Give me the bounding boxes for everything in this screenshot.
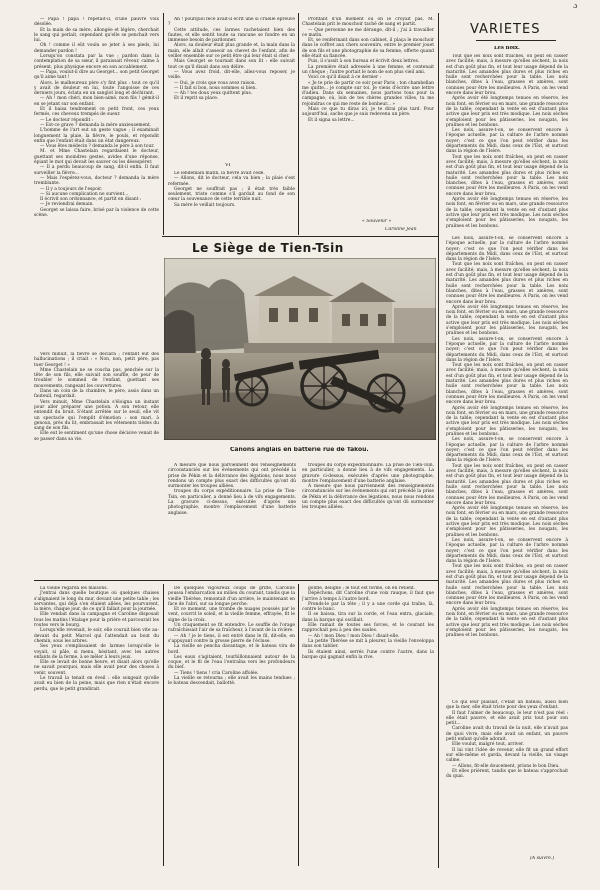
- paragraph: Les eaux s'agitaient, tourbillonnaient autour de la coque, et le fil de l'eau l'entraîna vers les profondeurs du bief.: [168, 654, 295, 671]
- paragraph: Il se baissa, tira sur la corde, et l'eau entra, glaciale, dans la barque qui oscillait.: [302, 612, 434, 623]
- paragraph: Ses yeux s'emplissaient de larmes lorsqu'elle le voyait, si pâle, si menu, hésitant, avec les autres enfants de la ferme, à se mêler à leurs jeux.: [34, 644, 159, 660]
- story-column-1b: [34, 352, 159, 574]
- report-column-2: [302, 463, 434, 575]
- story-column-2b: [168, 171, 295, 233]
- page-number: 3: [573, 4, 578, 10]
- paragraph: troupes du corps expéditionnaire. La prise de Tien-Tsin, en particulier, a donné lieu à de vifs engagements. La gravure ci-dessus, exécutée d'après une photographie, montre l'emplacement d'une batterie anglaise.: [302, 463, 434, 484]
- column-rule: [438, 13, 439, 868]
- paragraph: — Allons, fit-elle doucement, prions le bon Dieu.: [452, 763, 560, 769]
- paragraph: — Papa ! papa ! répétait-il, d'une pauvre voix désolée.: [34, 17, 159, 28]
- paragraph: Et, se renfermant dans son cabinet, il plaça le mouchoir dans le coffret aux chers souvenirs, entre le premier jouet de son fils et une photographie de sa femme, offerte quand elle était sa fiancée.: [302, 38, 434, 60]
- article-title: Les noix.: [494, 46, 520, 51]
- illustration-title: Le Siège de Tien-Tsin: [192, 241, 344, 255]
- paragraph: — Il a perdu beaucoup de sang, dit-il enfin. Il faut surveiller la fièvre...: [34, 165, 159, 176]
- paragraph: — Ah ! je le tiens, il est entré dans le fil, dit-elle, en s'appuyant contre la grosse pierre de l'écluse.: [168, 633, 295, 644]
- column-rule: [163, 13, 164, 235]
- paragraph: Vers minuit, la fièvre se déclara ; l'enfant eut des hallucinations ; il criait : « Non, non, petit père, pas tuer Georget ! »: [34, 352, 159, 368]
- paragraph: Elle voulut, malgré tout, arriver.: [452, 742, 524, 748]
- paragraph: — Ah ! mon chéri, mon bien-aimé, mon fils ! gémit-il en se jetant sur son enfant.: [34, 96, 159, 107]
- column-rule: [298, 584, 299, 866]
- paragraph: Lorsqu'elle revenait, le soir, elle courait bien vite au-devant du petit Marcel qui l'attendait au bout du chemin, sous les arbres.: [34, 628, 159, 644]
- paragraph: De quelques vigoureux coups de griffe, Caroline poussa l'embarcation au milieu du courant, tandis que la vieille Thérèse, remontait d'un arrière, le maintenant en face de l'abri, sur sa longue perche.: [168, 586, 295, 607]
- paragraph: — Ah ! mon Dieu ! mon Dieu ! disait-elle.: [308, 633, 400, 639]
- author-signature: Caroline Jean: [385, 227, 417, 232]
- paragraph: Georget ne souffrait pas ; il était très faible seulement, triste comme s'il gardait au fond de son cœur la souvenance de cette terrible nuit.: [168, 186, 295, 203]
- title-rule: [476, 40, 556, 41]
- paragraph: Prends-le par la tête ; il y a une corde qui traîne, là, contre le banc.: [302, 601, 434, 613]
- paragraph: — Je reviendrai demain.: [40, 202, 94, 208]
- paragraph: Ah ! pourquoi fèce avait-il écrit une si cruelle épreuve ?: [168, 17, 295, 28]
- paragraph: Les noix, assure-t-on, se conservent encore à l'époque actuelle, par la culture de l'arbre nommé noyer; c'est ce que l'on peut vérifier dans les départements du Midi, dans ceux de l'Est, et surtout dans la région de l'Isère.: [446, 128, 568, 155]
- column-rule: [163, 584, 164, 866]
- paragraph: Il écrivit son ordonnance, et partit en disant :: [40, 197, 142, 203]
- paragraph: Caroline avait du travail de la nuit, elle n'avait pas de quoi vivre, mais elle avait un enfant, un pauvre petit enfant qu'elle adorait.: [446, 726, 568, 743]
- paragraph: Dépêchons, dit Caroline d'une voix rauque, il faut que j'arrive à temps à l'autre bord.: [302, 591, 434, 602]
- paragraph: Lorsqu'on constata par la vue ; pardon dans la contemplation de sa sœur, il paraissait rêveur, calme à présent, plus physique encore en son accablement.: [34, 54, 159, 70]
- paragraph: Après avoir été longtemps tenues en réserve, les noix font, en février ou en mars, une grande ressource de la table; cependant la vente en est d'autant plus active que leur prix est très modique. Les noix sèches s'emploient pour les pâtisseries, les nougats, les pralines et les bonbons.: [446, 304, 568, 337]
- paragraph: Après avoir été longtemps tenues en réserve, les noix font, en février ou en mars, une grande ressource de la table; cependant la vente en est d'autant plus active que leur prix est très modique. Les noix sèches s'emploient pour les pâtisseries, les nougats, les pralines et les bonbons.: [446, 197, 568, 229]
- paragraph: Après avoir été longtemps tenues en réserve, les noix font, en février ou en mars, une grande ressource de la table; cependant la vente en est d'autant plus active que leur prix est très modique. Les noix sèches s'emploient pour les pâtisseries, les nougats, les pralines et les bonbons.: [446, 96, 568, 128]
- paragraph: — Ah ! tes doux yeux quittent plus.: [174, 91, 253, 97]
- paragraph: — Si aucune complication ne survient...: [40, 191, 129, 197]
- paragraph: Dans un coin de la chambre, le père, assis dans un fauteuil, regardait.: [34, 389, 159, 400]
- paragraph: Elle eut le sentiment qu'une chose décisive venait de se passer dans sa vie.: [34, 431, 159, 442]
- paragraph: La vieille se retourna ; elle avait les mains tendues ; le bateau descendait, ballotté.: [168, 676, 295, 687]
- column-rule: [298, 13, 299, 235]
- paragraph: Tout que les noix sont fraîches, on peut en casser avec facilité; mais, à mesure qu'elles sèchent, la noix est d'un goût plus fin, et tout leur usage dépend de la maturité. Les amandes plus dures et plus riches en huile sont recherchées pour la table. Les noix blanches, dites à l'eau, grasses et amères, sont connues pour être les meilleures. A Paris, on les vend encore dans leur brou.: [446, 564, 568, 607]
- paragraph: Tout que les noix sont fraîches, on peut en casser avec facilité; mais, à mesure qu'elles sèchent, la noix est d'un goût plus fin, et tout leur usage dépend de la maturité. Les amandes plus dures et plus riches en huile sont recherchées pour la table. Les noix blanches, dites à l'eau, grasses et amères, sont connues pour être les meilleures. A Paris, on les vend encore dans leur brou.: [446, 363, 568, 406]
- paragraph: Puis, il s'assit à son bureau et écrivit deux lettres.: [308, 59, 420, 65]
- paragraph: troupes du corps expéditionnaire. La prise de Tien-Tsin, en particulier, a donné lieu à de vifs engagements. La gravure ci-dessus, exécutée d'après une photographie, montre l'emplacement d'une batterie anglaise.: [168, 489, 296, 516]
- paragraph: Georget se laissa faire, brisé par la violence de cette scène.: [34, 207, 159, 218]
- paragraph: Les noix, assure-t-on, se conservent encore à l'époque actuelle, par la culture de l'arbre nommé noyer; c'est ce que l'on peut vérifier dans les départements du Midi, dans ceux de l'Est, et surtout dans la région de l'Isère.: [446, 336, 568, 363]
- paragraph: J'entrai dans quelle boutique où quelques chaises s'alignaient le long du mur, devant une petite table ; les servantes, qui déjà s'en étaient allées, les pourvurent, la mère, chaque jour, de ce qu'il fallait pour la journée.: [34, 591, 159, 613]
- paragraph: — Allons, dit le docteur, cela va bien ; la plaie s'est refermée.: [168, 176, 295, 187]
- paragraph: Les noix, assure-t-on, se conservent encore à l'époque actuelle, par la culture de l'arbre nommé noyer; c'est ce que l'on peut vérifier dans les départements du Midi, dans ceux de l'Est, et surtout dans la région de l'Isère.: [446, 537, 568, 565]
- illustration-caption: Canons anglais en batterie rue de Takou.: [230, 447, 369, 453]
- paragraph: Voici ce qu'il disait à ce dernier :: [308, 75, 382, 81]
- paragraph: Elle ramait de toutes ses forces, et le courant les rapprochait peu à peu des saules.: [302, 623, 434, 634]
- paragraph: Sa mère le veillait toujours.: [174, 202, 236, 208]
- story-bottom-column-2: [168, 586, 295, 866]
- paragraph: Tout que les noix sont fraîches, on peut en casser avec facilité; mais, à mesure qu'elles sèchent, la noix est d'un goût plus fin, et tout leur usage dépend de la maturité. Les amandes plus dures et plus riches en huile sont recherchées pour la table. Les noix blanches, dites à l'eau, grasses et amères, sont connues pour être les meilleures. A Paris, on les vend encore dans leur brou.: [446, 154, 568, 197]
- paragraph: Tout que les noix sont fraîches, on peut en casser avec facilité; mais, à mesure qu'elles sèchent, la noix est d'un goût plus fin, et tout leur usage dépend de la maturité. Les amandes plus dures et plus riches en huile sont recherchées pour la table. Les noix blanches, dites à l'eau, grasses et amères, sont connues pour être les meilleures. A Paris, on les vend encore dans leur brou.: [446, 463, 568, 506]
- report-column-1: [168, 463, 296, 575]
- paragraph: — Oui, je crois que vous avez raison.: [174, 80, 256, 86]
- story-bottom-column-4: [446, 700, 568, 850]
- paragraph: La vieille se pencha davantage, et le bateau vira de bord.: [168, 644, 295, 655]
- paragraph: Elle vendait dans la campagne et Caroline disposait tous les matins l'étalage pour la prière et parcourait les routes vers le bourg.: [34, 612, 159, 629]
- paragraph: — Vous avez froid, dit-elle, allez-vous reposer, je veille.: [168, 69, 295, 81]
- paragraph: Tout que les noix sont fraîches, on peut en casser avec facilité; mais, à mesure qu'elles sèchent, la noix est d'un goût plus fin, et tout leur usage dépend de la maturité. Les amandes plus dures et plus riches en huile sont recherchées pour la table. Les noix blanches, dites à l'eau, grasses et amères, sont connues pour être les meilleures. A Paris, on les vend encore dans leur brou.: [446, 54, 568, 97]
- paragraph: Il faut l'aimer de beaucoup, le leur n'est pas réel : elle était pauvre, et elle avait pris tout pour son petit...: [446, 710, 568, 727]
- paragraph: A mesure que nous parviennent des renseignements circonstanciés sur les événements qui ont précédé la prise de Pékin et la délivrance des légations, nous nous rendons un compte plus exact des difficultés qu'ont dû surmonter les troupes alliées.: [302, 484, 434, 511]
- paragraph: — Est-ce grave ? demanda la mère anxieusement.: [40, 122, 152, 128]
- story-bottom-column-3: [302, 586, 434, 866]
- paragraph: L'homme de l'art eut un geste vague ; il examinait longuement la plaie, la fièvre, le pouls, et répondit enfin que l'enfant était dans un état dangereux.: [34, 128, 159, 144]
- paragraph: Mais ce que tu diras ici, je te dirai plus tard. Pour aujourd'hui, sache que je suis redevenu un père.: [302, 107, 434, 118]
- paragraph: Il lui vint l'idée de revenir, elle fit un grand effort sur elle-même et garda, devant la vieille, un visage calme.: [446, 747, 568, 764]
- paragraph: Et il baisa tendrement ce petit front, ces yeux fermés, ces cheveux trempés de sueur.: [34, 107, 159, 118]
- section-rule: [34, 580, 438, 581]
- paragraph: Profitant d'un moment où on le croyait pas, M. Chastelain prit le mouchoir taché de sang et partit.: [302, 17, 434, 28]
- battery-illustration: [164, 258, 436, 440]
- story-signoff: « Souvenir »: [362, 219, 392, 224]
- paragraph: — Mais l'espérez-vous, docteur ? demanda la mère tremblante.: [34, 175, 159, 187]
- paragraph: Et il signa sa lettre...: [308, 117, 355, 123]
- paragraph: Alors, le malheureux père s'y fint plus : tout ce qu'il y avait de douleur en lui, toute l'angoisse de ces derniers jours, éclata en un sanglot long et déchirant.: [34, 80, 159, 97]
- illustration-top-rule: [162, 236, 438, 237]
- paragraph: Et il reprit sa place.: [174, 96, 219, 102]
- paragraph: Et elles prièrent, tandis que le bateau s'approchait du quai.: [446, 768, 568, 780]
- paragraph: Les noix, assure-t-on, se conservent encore à l'époque actuelle, par la culture de l'arbre nommé noyer; c'est ce que l'on peut vérifier dans les départements du Midi, dans ceux de l'Est, et surtout dans la région de l'Isère.: [446, 437, 568, 464]
- paragraph: Cette attitude, ces larmes rachetaient bien des fautes, et elle sentit toute sa rancune se fondre en un immense besoin de pardonner.: [168, 27, 295, 44]
- paragraph: Elle se levait de bonne heure, et disait alors qu'elle ne savait pourquoi, mais elle avait peur des choses à venir, souvent.: [34, 660, 159, 676]
- paragraph: — Il fait si bon, nous sommes si bien.: [174, 85, 257, 91]
- paragraph: gonflé, déligné ; le tout est formé, on en retient.: [308, 586, 416, 591]
- paragraph: Vers minuit, Mme Chastelain s'éloigna un instant pour aller préparer une potion. A son retour, elle entendit du bruit. S'étant arrêtée sur le seuil, elle vit un spectacle qui l'emplit d'émotion : son mari, à genoux, près du lit, embrassait les vêtements tièdes du sang de son fils.: [34, 399, 159, 432]
- paragraph: Mme Chastelain ne se coucha pas, penchée sur la tête de son fils, elle suivait son souffle, de peur de troubler le sommeil de l'enfant, guettant ses mouvements, rangeant les couvertures.: [34, 367, 159, 389]
- paragraph: M. et Mme Chastelain regardaient le docteur, guettant ses moindres gestes, avides d'une réponse, épiant le mot qui devait les sauver ou les désespérer.: [34, 149, 159, 166]
- paragraph: — Que personne ne me dérange, dit-il ; j'ai à travailler ce matin.: [302, 27, 434, 38]
- paragraph: Le travail la tenait en éveil : elle songeait qu'elle avait eu bien de la peine, mais que rien n'était encore perdu, que le petit grandirait.: [34, 676, 159, 692]
- paragraph: « Je te prie de partir ce soir pour Paris ; ton chambellan me quitte... je compte sur toi. Je viens d'écrire une lettre d'adieu. Dans six semaines, nous partons tous pour la campagne, où, loin de tes chères grandes villes, tu me rejoindras ce qui me reste de bonheur... »: [302, 80, 434, 107]
- section-title: VARIÉTÉS: [470, 22, 541, 37]
- paragraph: Le lendemain matin, la fièvre avait cédé.: [174, 171, 265, 176]
- varietes-column-top: [446, 54, 568, 229]
- paragraph: — Vous êtes médecin ? demanda le père à son tour.: [40, 144, 155, 150]
- paragraph: Ce qui leur plaisait, c'était un bateau, aussi bien que la mer, elle était triste pour des yeux d'enfant.: [446, 700, 568, 711]
- story-column-3: [302, 17, 434, 217]
- paragraph: La première était adressée à une femme, et contenait un chèque ; l'autre portait le nom de son plus vieil ami.: [302, 64, 434, 75]
- paragraph: Alors, sa douleur était plus grande et, la main dans la main, elle allait s'asseoir au chevet de l'enfant, afin de veiller ensemble sur ce petit être qui leur était si cher.: [168, 43, 295, 60]
- story-column-2: [168, 17, 295, 162]
- paragraph: A mesure que nous parviennent des renseignements circonstanciés sur les événements qui ont précédé la prise de Pékin et la délivrance des légations, nous nous rendons un compte plus exact des difficultés qu'ont dû surmonter les troupes alliées.: [168, 463, 296, 490]
- paragraph: La vieille regarda les maisons.: [40, 586, 108, 591]
- paragraph: — Le docteur répondit :: [40, 117, 94, 123]
- paragraph: Après avoir été longtemps tenues en réserve, les noix font, en février ou en mars, une grande ressource de la table; cependant la vente en est d'autant plus active que leur prix est très modique. Les noix sèches s'emploient pour les pâtisseries, les nougats, les pralines et les bonbons.: [446, 405, 568, 437]
- paragraph: Les noix, assure-t-on, se conservent encore à l'époque actuelle, par la culture de l'arbre nommé noyer; c'est ce que l'on peut vérifier dans les départements du Midi, dans ceux de l'Est, et surtout dans la région de l'Isère.: [446, 236, 568, 263]
- paragraph: — Il y a toujours de l'espoir.: [40, 186, 103, 192]
- paragraph: Et la main de sa mère, allongée et légère, cherchait le sang qui perlait, cependant qu'elle se penchait vers lui.: [34, 27, 159, 44]
- story-column-1: [34, 17, 159, 347]
- section-mark: VI: [225, 163, 231, 168]
- paragraph: Ils étaient ainsi, serrés l'une contre l'autre, dans la barque qui gagnait enfin la rive.: [302, 649, 434, 660]
- paragraph: Après avoir été longtemps tenues en réserve, les noix font, en février ou en mars, une grande ressource de la table; cependant la vente en est d'autant plus active que leur prix est très modique. Les noix sèches s'emploient pour les pâtisseries, les nougats, les pralines et les bonbons.: [446, 506, 568, 538]
- paragraph: Et ce moment, une trombe de nuages poussés par le vent, couvrit le soleil, et la vieille femme, effrayée, fit le signe de la croix.: [168, 607, 295, 623]
- paragraph: Mais Georget se tournait dans son lit : elle suivait tout ce qu'il disait dans son délire.: [168, 59, 295, 70]
- paragraph: La petite Thérèse se mit à pleurer, la vieille l'enveloppa dans son tablier.: [302, 638, 434, 650]
- paragraph: Un craquement se fit entendre. Le souffle de l'orage rafraîchissait l'air de sa fraîcheur, à l'avant de la rivière.: [168, 623, 295, 634]
- paragraph: Tout que les noix sont fraîches, on peut en casser avec facilité; mais, à mesure qu'elles sèchent, la noix est d'un goût plus fin, et tout leur usage dépend de la maturité. Les amandes plus dures et plus riches en huile sont recherchées pour la table. Les noix blanches, dites à l'eau, grasses et amères, sont connues pour être les meilleures. A Paris, on les vend encore dans leur brou.: [446, 262, 568, 305]
- paragraph: — Papa, voulut-il dire au Georget... son petit Georget qu'il aime tant !: [34, 69, 159, 81]
- paragraph: Après avoir été longtemps tenues en réserve, les noix font, en février ou en mars, une grande ressource de la table; cependant la vente en est d'autant plus active que leur prix est très modique. Les noix sèches s'emploient pour les pâtisseries, les nougats, les pralines et les bonbons.: [446, 606, 568, 639]
- paragraph: Oh ! comme il eût voulu se jeter à ses pieds, lui demander pardon !: [34, 43, 159, 54]
- to-be-continued: (A suivre.): [530, 856, 555, 861]
- story-bottom-column-1: [34, 586, 159, 866]
- paragraph: — Tiens ! tiens ! cria Caroline affolée.: [174, 670, 259, 676]
